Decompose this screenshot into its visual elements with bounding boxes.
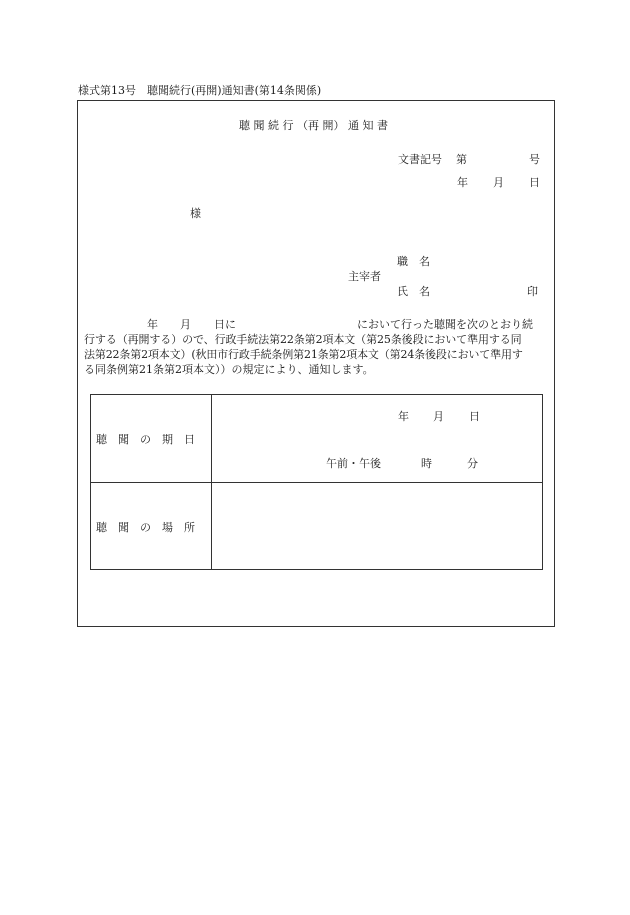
body-line1-rest: において行った聴聞を次のとおり続 xyxy=(357,318,533,331)
form-heading: 様式第13号 聴聞続行(再開)通知書(第14条関係) xyxy=(78,84,322,97)
hearing-time-hour: 時 xyxy=(421,457,432,470)
hearing-time-minute: 分 xyxy=(467,457,478,470)
body-line4: る同条例第21条第2項本文））の規定により、通知します。 xyxy=(84,363,374,376)
hearing-info-table xyxy=(90,394,543,570)
name-label: 氏 名 xyxy=(397,285,430,298)
hearing-place-label: 聴 聞 の 場 所 xyxy=(96,521,195,534)
hearing-date-year: 年 xyxy=(398,410,409,423)
body-line2: 行する（再開する）ので、行政手続法第22条第2項本文（第25条後段において準用する同 xyxy=(84,333,522,346)
doc-number-label: 文書記号 xyxy=(398,153,442,166)
document-title: 聴 聞 続 行 （再 開） 通 知 書 xyxy=(239,119,388,132)
doc-number-prefix: 第 xyxy=(456,153,467,166)
body-line3: 法第22条第2項本文）(秋田市行政手続条例第21条第2項本文（第24条後段において準用す xyxy=(84,348,523,361)
position-label: 職 名 xyxy=(397,255,430,268)
issue-date-month: 月 xyxy=(493,176,504,189)
hearing-date-month: 月 xyxy=(433,410,444,423)
issue-date-year: 年 xyxy=(457,176,468,189)
seal-label: 印 xyxy=(527,285,538,298)
hearing-time-ampm: 午前・午後 xyxy=(326,457,381,470)
issue-date-day: 日 xyxy=(529,176,540,189)
body-line1-month: 月 xyxy=(180,318,191,331)
table-row-divider xyxy=(91,482,542,483)
doc-number-suffix: 号 xyxy=(529,153,540,166)
addressee-suffix: 様 xyxy=(190,207,201,220)
body-line1-year: 年 xyxy=(147,318,158,331)
hearing-date-day: 日 xyxy=(469,410,480,423)
table-column-divider xyxy=(211,395,212,569)
presider-label: 主宰者 xyxy=(348,270,381,283)
hearing-date-label: 聴 聞 の 期 日 xyxy=(96,433,195,446)
body-line1-day: 日に xyxy=(214,318,236,331)
